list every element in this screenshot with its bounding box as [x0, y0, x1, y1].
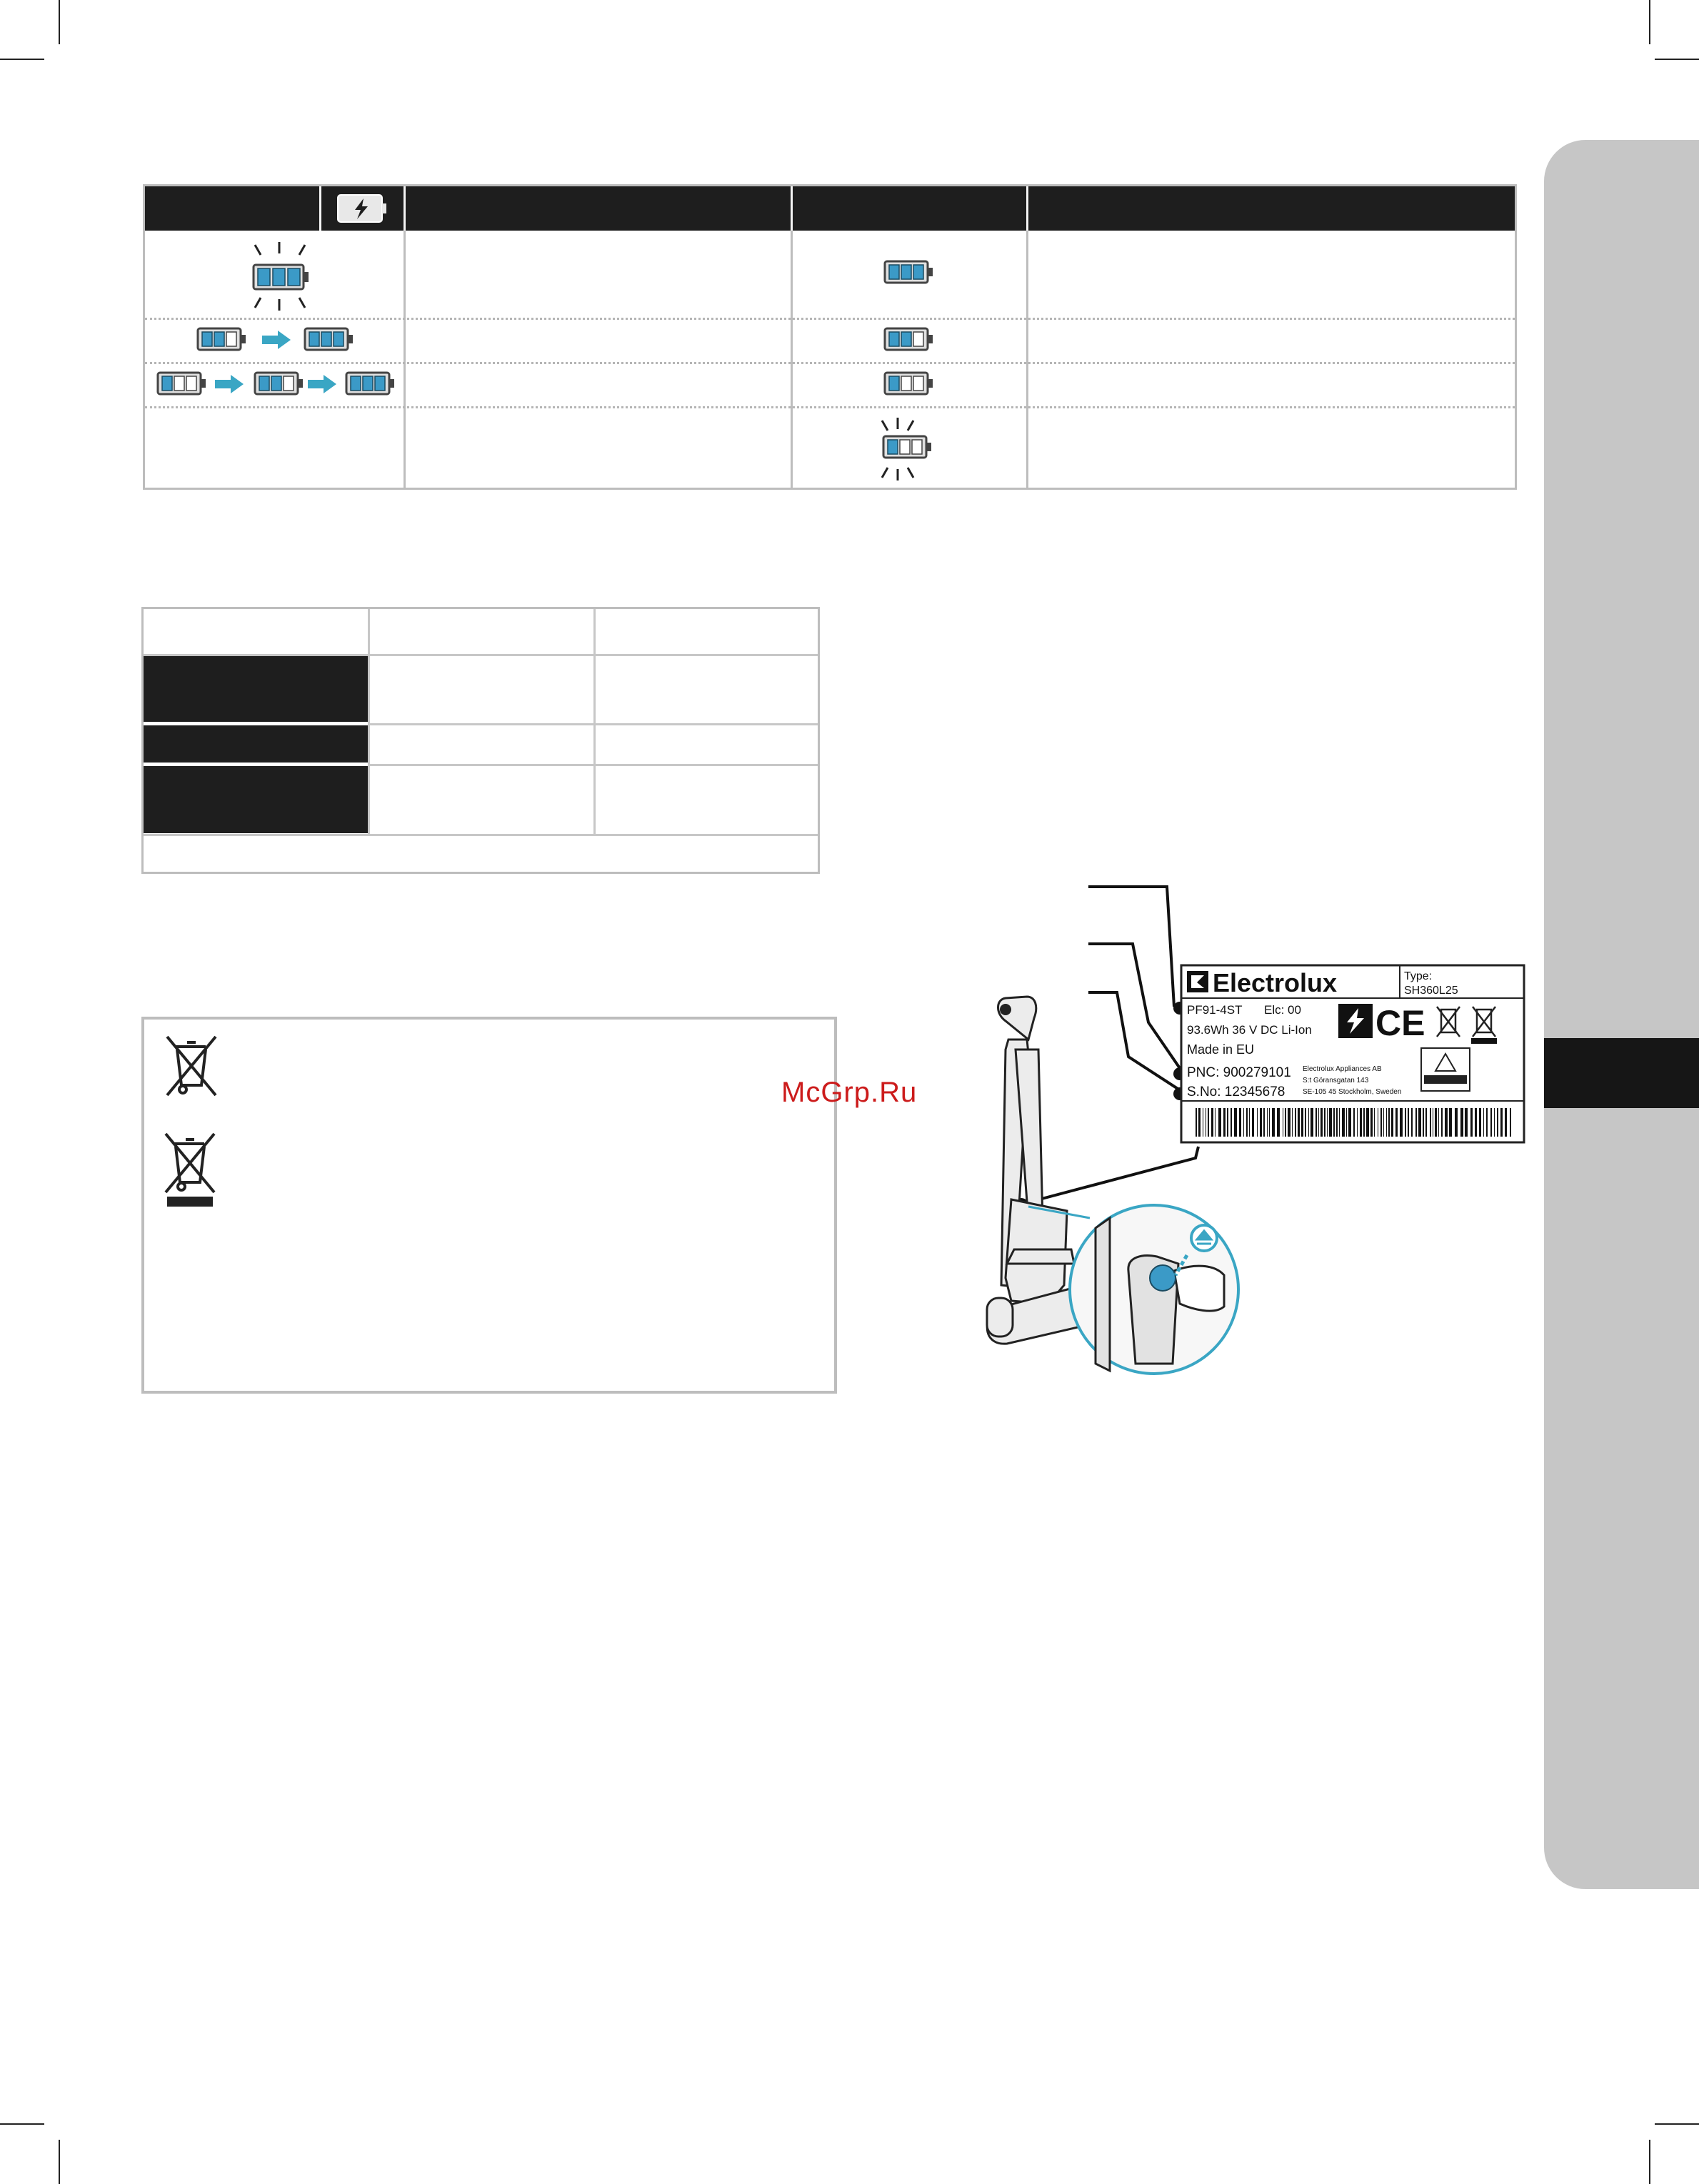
barcode-bar — [1288, 1108, 1290, 1137]
barcode-bar — [1366, 1108, 1369, 1137]
row-header-cell — [144, 656, 369, 722]
crop-mark — [0, 2123, 44, 2125]
recycling-info-box — [141, 1017, 837, 1394]
barcode-bar — [1277, 1108, 1280, 1137]
pnc-number: PNC: 900279101 — [1187, 1065, 1291, 1080]
barcode-bar — [1505, 1108, 1507, 1137]
crossed-out-wheelie-bin-with-bar-icon — [160, 1128, 220, 1208]
barcode-bar — [1318, 1108, 1319, 1137]
barcode-bar — [1370, 1108, 1373, 1137]
header-divider — [791, 186, 793, 231]
crop-mark — [1655, 2123, 1699, 2125]
barcode-bar — [1336, 1108, 1338, 1137]
barcode-bar — [1353, 1108, 1355, 1137]
barcode-bar — [1231, 1108, 1232, 1137]
crossed-out-wheelie-bin-icon — [161, 1031, 221, 1099]
battery-one-bar-icon — [156, 371, 208, 397]
elc-code: Elc: 00 — [1264, 1003, 1301, 1017]
barcode-bar — [1486, 1108, 1488, 1137]
barcode-bar — [1380, 1108, 1382, 1137]
barcode-bar — [1357, 1108, 1358, 1137]
barcode-bar — [1405, 1108, 1406, 1137]
barcode-bar — [1298, 1108, 1300, 1137]
crop-mark — [0, 59, 44, 60]
barcode-bar — [1500, 1108, 1503, 1137]
barcode-bar — [1215, 1108, 1216, 1137]
barcode-bar — [1320, 1108, 1323, 1137]
barcode-bar — [1470, 1108, 1473, 1137]
barcode-bar — [1449, 1108, 1452, 1137]
address-line: SE-105 45 Stockholm, Sweden — [1303, 1088, 1402, 1096]
barcode-bar — [1494, 1108, 1495, 1137]
type-value: SH360L25 — [1404, 985, 1458, 997]
barcode-bar — [1479, 1108, 1481, 1137]
barcode-bar — [1223, 1108, 1226, 1137]
barcode-bar — [1348, 1108, 1351, 1137]
column-divider — [1026, 231, 1028, 488]
barcode-bar — [1411, 1108, 1413, 1137]
barcode-bar — [1295, 1108, 1296, 1137]
barcode-bar — [1243, 1108, 1244, 1137]
barcode-bar — [1301, 1108, 1303, 1137]
barcode-bar — [1418, 1108, 1421, 1137]
barcode-bar — [1408, 1108, 1409, 1137]
watermark: McGrp.Ru — [781, 1077, 918, 1108]
battery-full-icon — [883, 260, 935, 286]
address-line: S:t Göransgatan 143 — [1303, 1077, 1369, 1085]
barcode-bar — [1415, 1108, 1417, 1137]
barcode-bar — [1324, 1108, 1325, 1137]
crop-mark — [59, 0, 60, 44]
row-header-cell — [144, 766, 369, 833]
battery-flashing-full-icon — [245, 239, 316, 313]
row-divider — [145, 406, 1515, 408]
header-divider — [404, 186, 406, 231]
battery-one-bar-icon — [883, 371, 935, 397]
row-divider — [144, 654, 818, 656]
column-divider — [404, 231, 406, 488]
barcode-bar — [1430, 1108, 1431, 1137]
column-divider — [593, 609, 596, 834]
barcode-bar — [1267, 1108, 1268, 1137]
battery-two-bars-icon — [883, 327, 935, 353]
specification-table — [141, 607, 820, 874]
row-divider — [145, 318, 1515, 320]
barcode-bar — [1374, 1108, 1375, 1137]
side-tab-marker — [1544, 1038, 1699, 1108]
battery-full-icon — [304, 327, 355, 353]
address-line: Electrolux Appliances AB — [1303, 1065, 1382, 1073]
barcode-bar — [1246, 1108, 1248, 1137]
barcode-bar — [1269, 1108, 1270, 1137]
barcode-bar — [1218, 1108, 1221, 1137]
barcode-bar — [1438, 1108, 1439, 1137]
arrow-right-icon — [261, 329, 292, 351]
battery-indicator-table — [143, 184, 1517, 490]
battery-spec: 93.6Wh 36 V DC Li-Ion — [1187, 1023, 1312, 1037]
barcode-bar — [1310, 1108, 1313, 1137]
barcode-bar — [1435, 1108, 1437, 1137]
barcode-bar — [1249, 1108, 1250, 1137]
barcode-bar — [1196, 1108, 1197, 1137]
brand-logo: Electrolux — [1213, 968, 1338, 997]
column-divider — [368, 609, 370, 834]
barcode-bar — [1292, 1108, 1293, 1137]
crop-mark — [1655, 59, 1699, 60]
barcode-bar — [1211, 1108, 1213, 1137]
battery-two-bars-icon — [254, 371, 305, 397]
barcode-bar — [1252, 1108, 1254, 1137]
barcode-bar — [1308, 1108, 1309, 1137]
row-header-cell — [144, 725, 369, 763]
barcode-bar — [1386, 1108, 1387, 1137]
barcode-bar — [1285, 1108, 1286, 1137]
row-divider — [144, 834, 818, 836]
barcode-bar — [1455, 1108, 1458, 1137]
barcode-bar — [1510, 1108, 1511, 1137]
barcode-bar — [1208, 1108, 1209, 1137]
barcode-bar — [1465, 1108, 1468, 1137]
barcode-bar — [1315, 1108, 1317, 1137]
barcode-bar — [1391, 1108, 1393, 1137]
barcode-bar — [1425, 1108, 1427, 1137]
column-divider — [791, 231, 793, 488]
battery-charging-icon — [336, 193, 388, 223]
barcode-bar — [1363, 1108, 1365, 1137]
barcode-bar — [1339, 1108, 1340, 1137]
barcode-bar — [1333, 1108, 1335, 1137]
barcode-bar — [1227, 1108, 1228, 1137]
crop-mark — [59, 2140, 60, 2184]
barcode-bar — [1483, 1108, 1484, 1137]
barcode-bar — [1234, 1108, 1237, 1137]
barcode-bar — [1198, 1108, 1201, 1137]
battery-low-flashing-icon — [873, 416, 945, 485]
rating-plate-illustration — [921, 878, 1535, 1449]
header-divider — [319, 186, 321, 231]
crop-mark — [1649, 0, 1650, 44]
barcode-bar — [1260, 1108, 1262, 1137]
barcode-bar — [1327, 1108, 1328, 1137]
made-in: Made in EU — [1187, 1042, 1255, 1057]
battery-full-icon — [345, 371, 396, 397]
serial-number: S.No: 12345678 — [1187, 1085, 1285, 1099]
type-label: Type: — [1404, 970, 1433, 982]
barcode-bar — [1497, 1108, 1498, 1137]
barcode-bar — [1239, 1108, 1241, 1137]
barcode-bar — [1388, 1108, 1390, 1137]
barcode-bar — [1272, 1108, 1275, 1137]
barcode-bar — [1360, 1108, 1362, 1137]
header-divider — [1026, 186, 1028, 231]
crop-mark — [1649, 2140, 1650, 2184]
model-number: PF91-4ST — [1187, 1003, 1243, 1017]
barcode-bar — [1460, 1108, 1463, 1137]
arrow-right-icon — [306, 373, 338, 395]
barcode-bar — [1257, 1108, 1258, 1137]
barcode-bar — [1490, 1108, 1492, 1137]
ce-mark: CE — [1375, 1003, 1425, 1043]
barcode-bar — [1445, 1108, 1448, 1137]
barcode-bar — [1475, 1108, 1477, 1137]
arrow-right-icon — [214, 373, 245, 395]
barcode-bar — [1263, 1108, 1265, 1137]
barcode-bar — [1342, 1108, 1345, 1137]
barcode-bar — [1395, 1108, 1398, 1137]
barcode-bar — [1441, 1108, 1443, 1137]
barcode-bar — [1400, 1108, 1403, 1137]
side-tab — [1544, 140, 1699, 1889]
barcode-bar — [1329, 1108, 1332, 1137]
barcode-bar — [1423, 1108, 1424, 1137]
barcode-bar — [1383, 1108, 1384, 1137]
barcode-bar — [1305, 1108, 1306, 1137]
battery-two-bars-icon — [196, 327, 248, 353]
barcode-bar — [1346, 1108, 1347, 1137]
row-divider — [145, 362, 1515, 364]
